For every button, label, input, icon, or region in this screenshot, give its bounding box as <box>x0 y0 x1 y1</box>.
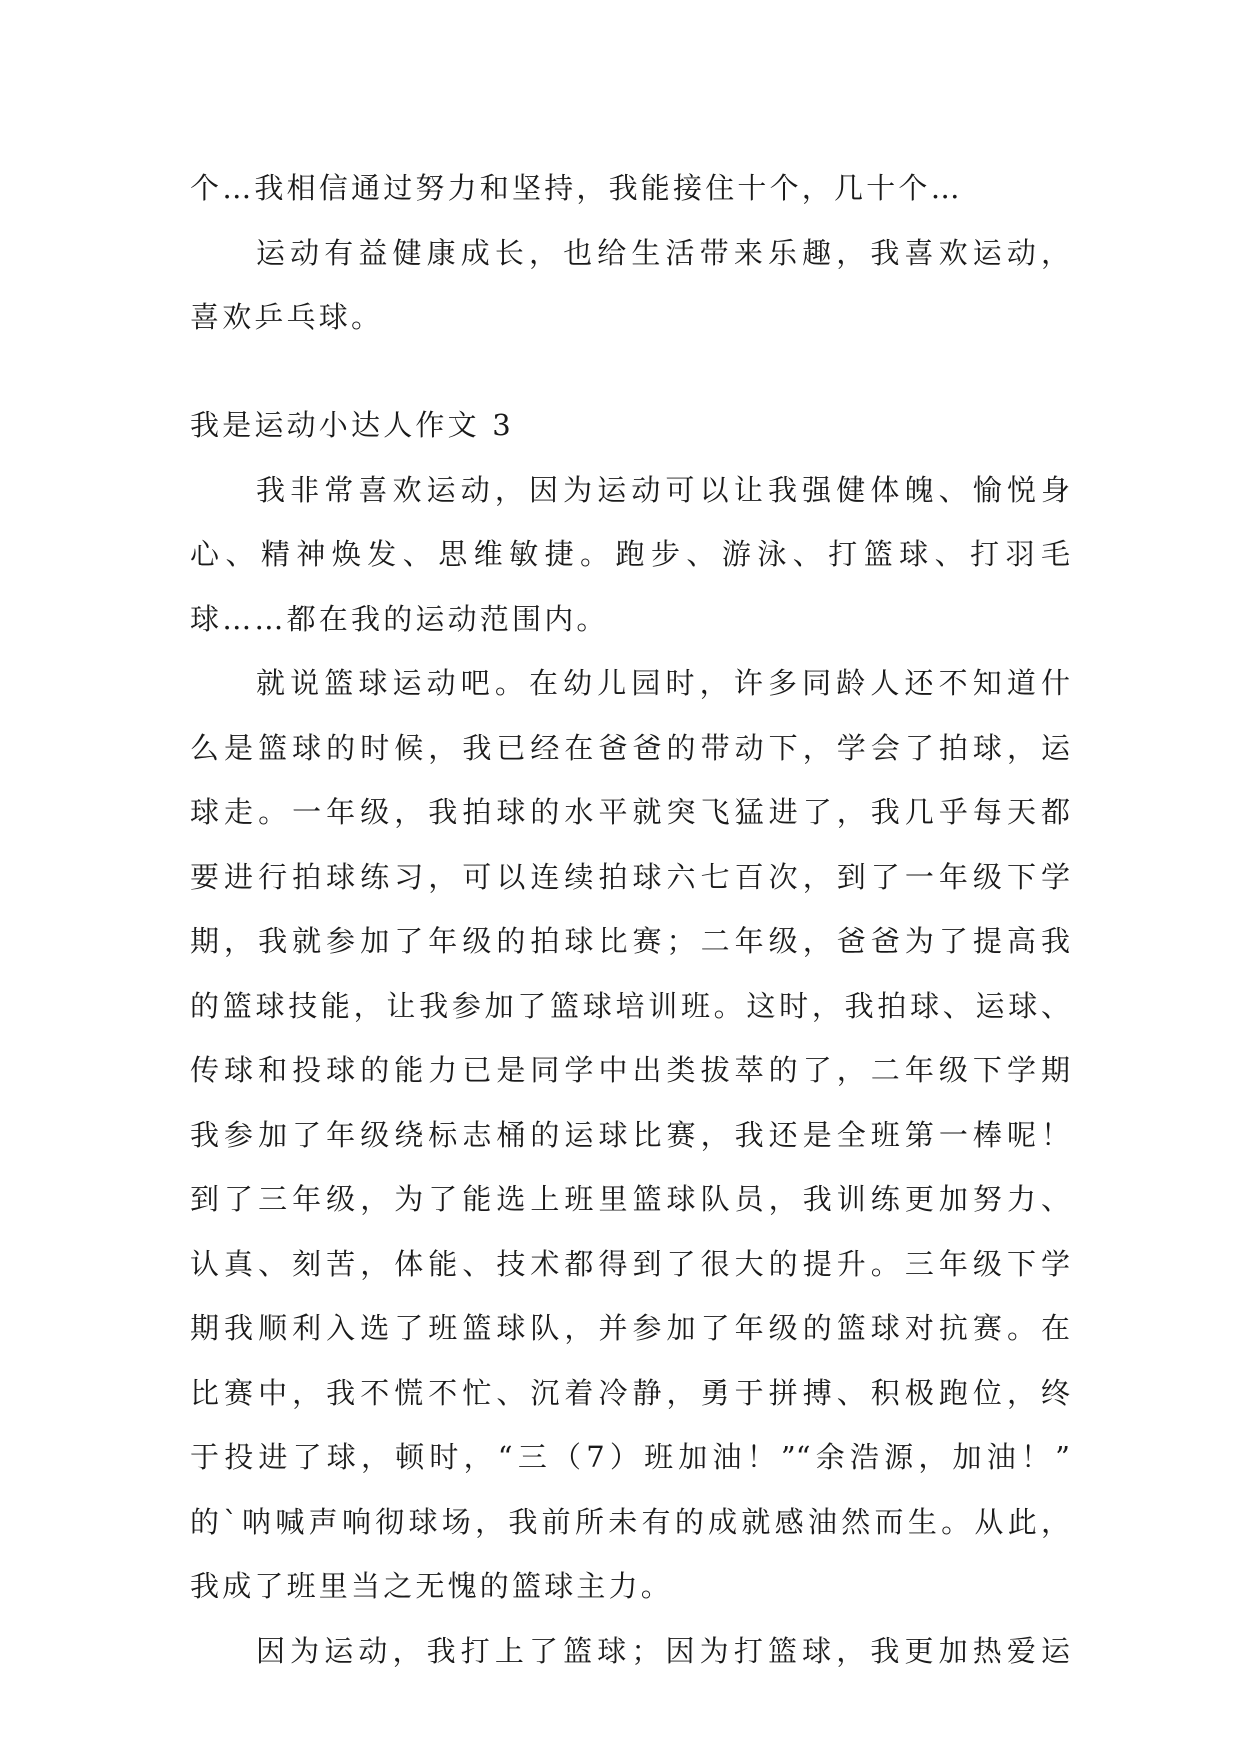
text-line: 个…我相信通过努力和坚持，我能接住十个，几十个… <box>190 171 963 205</box>
paragraph-start-line: 我非常喜欢运动，因为运动可以让我强健体魄、愉悦身 <box>256 472 1070 507</box>
text-line: 么是篮球的时候，我已经在爸爸的带动下，学会了拍球，运 <box>190 730 1070 765</box>
essay-title: 我是运动小达人作文 3 <box>190 408 514 442</box>
text-line: 认真、刻苦，体能、技术都得到了很大的提升。三年级下学 <box>190 1246 1070 1281</box>
paragraph-start-line: 就说篮球运动吧。在幼儿园时，许多同龄人还不知道什 <box>256 666 1070 700</box>
paragraph-start-line: 运动有益健康成长，也给生活带来乐趣，我喜欢运动， <box>256 235 1070 270</box>
text-line: 于投进了球，顿时，“三（7）班加油！”“余浩源，加油！” <box>190 1440 1070 1474</box>
text-line: 的`呐喊声响彻球场，我前所未有的成就感油然而生。从此， <box>190 1504 1070 1539</box>
section-b <box>190 393 1070 1683</box>
paragraph-start-line: 因为运动，我打上了篮球；因为打篮球，我更加热爱运 <box>256 1633 1070 1668</box>
text-line: 比赛中，我不慌不忙、沉着冷静，勇于拼搏、积极跑位，终 <box>190 1375 1070 1410</box>
text-line: 到了三年级，为了能选上班里篮球队员，我训练更加努力、 <box>190 1182 1070 1216</box>
text-line: 我成了班里当之无愧的篮球主力。 <box>190 1569 674 1603</box>
text-line: 我参加了年级绕标志桶的运球比赛，我还是全班第一棒呢！ <box>190 1117 1070 1152</box>
text-line: 要进行拍球练习，可以连续拍球六七百次，到了一年级下学 <box>190 859 1070 894</box>
text-line: 的篮球技能，让我参加了篮球培训班。这时，我拍球、运球、 <box>190 988 1070 1023</box>
text-line: 心、精神焕发、思维敏捷。跑步、游泳、打篮球、打羽毛 <box>190 537 1070 571</box>
text-line: 球……都在我的运动范围内。 <box>190 601 609 636</box>
text-line: 球走。一年级，我拍球的水平就突飞猛进了，我几乎每天都 <box>190 795 1070 829</box>
text-line: 期我顺利入选了班篮球队，并参加了年级的篮球对抗赛。在 <box>190 1311 1070 1345</box>
text-line: 喜欢乒乓球。 <box>190 300 384 334</box>
text-line: 传球和投球的能力已是同学中出类拔萃的了，二年级下学期 <box>190 1053 1070 1087</box>
text-line: 期，我就参加了年级的拍球比赛；二年级，爸爸为了提高我 <box>190 924 1070 958</box>
section-a <box>190 156 1070 350</box>
